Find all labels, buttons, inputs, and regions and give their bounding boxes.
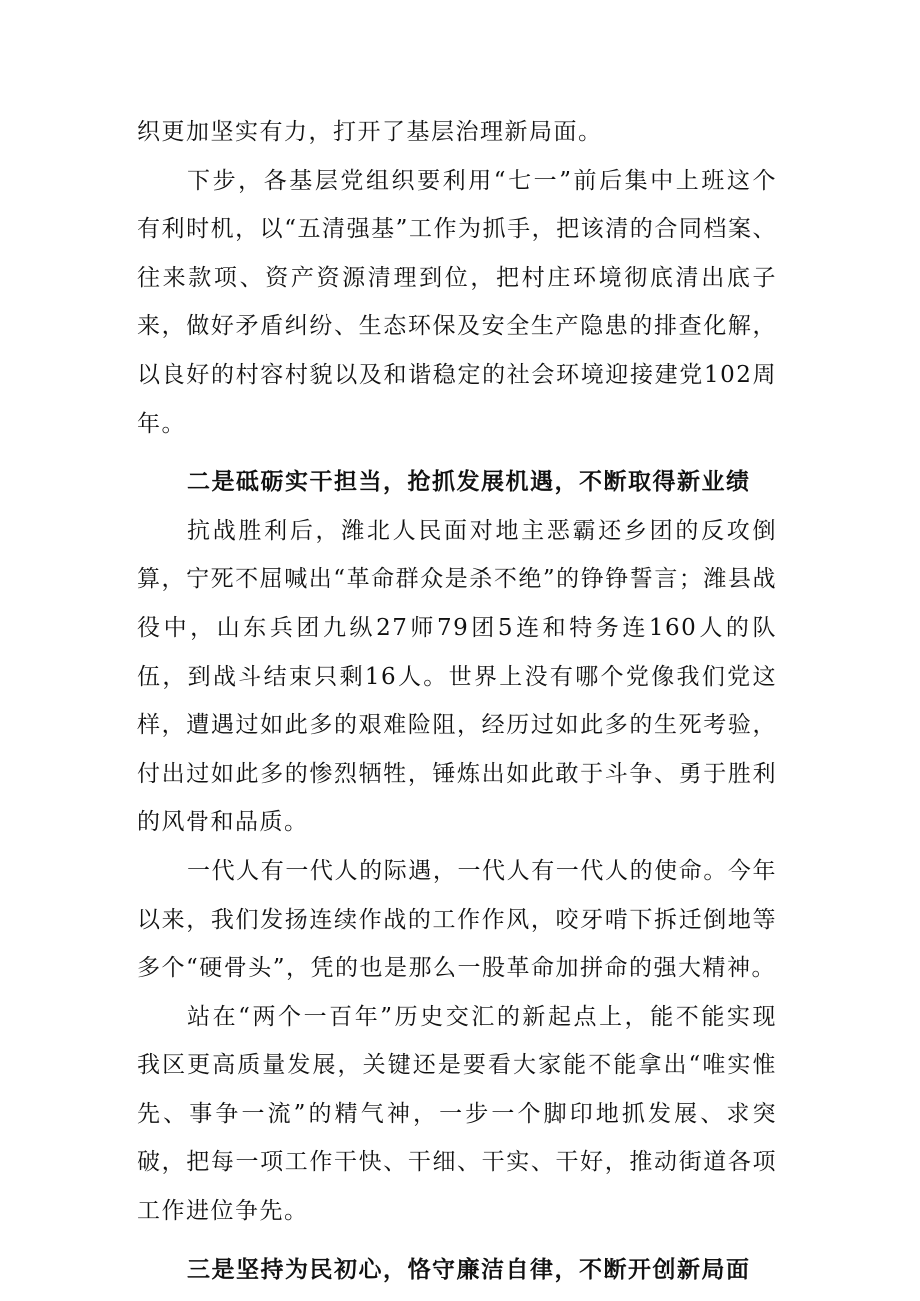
paragraph-new-starting-point: 站在“两个一百年”历史交汇的新起点上，能不能实现我区更高质量发展，关键还是要看大家能不能拿出“唯实惟先、事争一流”的精气神，一步一个脚印地抓发展、求突破，把每一项工作干快、干细、干实、干好，推动街道各项工作进位争先。 [137,1003,777,1225]
section-heading-two: 二是砥砺实干担当，抢抓发展机遇，不断取得新业绩 [187,468,751,496]
paragraph-generation: 一代人有一代人的际遇，一代人有一代人的使命。今年以来，我们发扬连续作战的工作作风，咬牙啃下拆迁倒地等多个“硬骨头”，凭的也是那么一股革命加拼命的强大精神。 [137,857,777,982]
section-heading-three: 三是坚持为民初心，恪守廉洁自律，不断开创新局面 [187,1255,751,1283]
paragraph-history: 抗战胜利后，潍北人民面对地主恶霸还乡团的反攻倒算，宁死不屈喊出“革命群众是杀不绝”的铮铮誓言；潍县战役中，山东兵团九纵27师79团5连和特务连160人的队伍，到战斗结束只剩16人。世界上没有哪个党像我们党这样，遭遇过如此多的艰难险阻，经历过如此多的生死考验，付出过如此多的惨烈牺牲，锤炼出如此敢于斗争、勇于胜利的风骨和品质。 [137,517,777,836]
paragraph-continued: 织更加坚实有力，打开了基层治理新局面。 [137,119,603,145]
document-body [137,108,777,1294]
paragraph-next-steps: 下步，各基层党组织要利用“七一”前后集中上班这个有利时机，以“五清强基”工作为抓手，把该清的合同档案、往来款项、资产资源清理到位，把村庄环境彻底清出底子来，做好矛盾纠纷、生态环保及安全生产隐患的排查化解，以良好的村容村貌以及和谐稳定的社会环境迎接建党102周年。 [137,167,777,437]
